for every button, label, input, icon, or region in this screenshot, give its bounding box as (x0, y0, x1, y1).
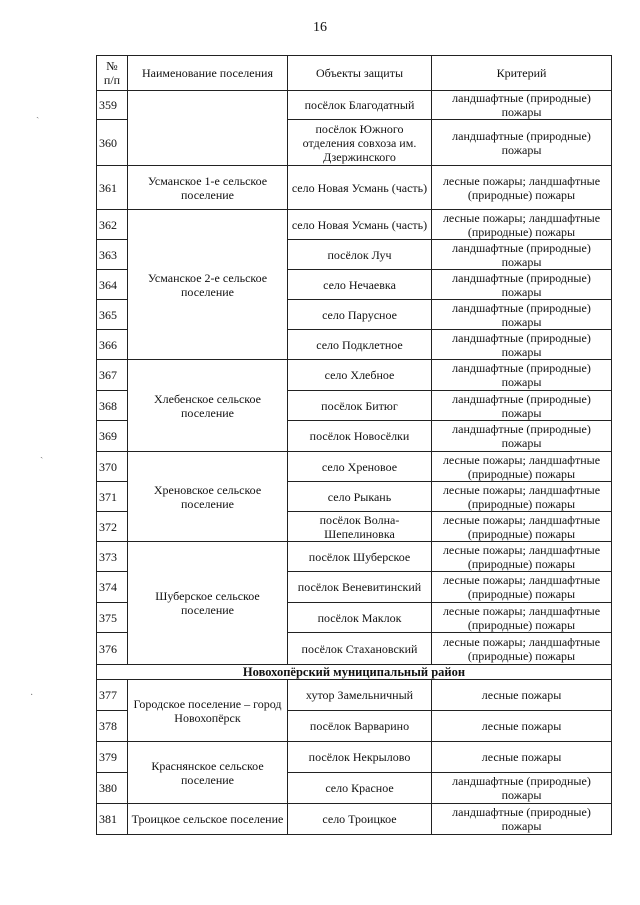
criterion-cell: ландшафтные (природные) пожары (432, 270, 612, 300)
row-number: 377 (97, 680, 128, 711)
criterion-cell: лесные пожары; ландшафтные (природные) пожары (432, 452, 612, 482)
settlement-cell: Краснянское сельское поселение (128, 742, 288, 804)
row-number: 372 (97, 512, 128, 542)
settlement-cell: Хлебенское сельское поселение (128, 360, 288, 452)
header-objects: Объекты защиты (288, 56, 432, 91)
criterion-cell: ландшафтные (природные) пожары (432, 360, 612, 391)
table-row (97, 804, 612, 835)
row-number: 380 (97, 773, 128, 804)
table-header-row (97, 56, 612, 91)
scan-mark: · (30, 690, 34, 701)
row-number: 361 (97, 166, 128, 210)
object-cell: село Новая Усмань (часть) (288, 210, 432, 240)
criterion-cell: лесные пожары; ландшафтные (природные) пожары (432, 482, 612, 512)
row-number: 376 (97, 633, 128, 665)
table-row (97, 680, 612, 711)
object-cell: посёлок Южного отделения совхоза им. Дзержинского (288, 120, 432, 166)
criterion-cell: ландшафтные (природные) пожары (432, 120, 612, 166)
object-cell: посёлок Маклок (288, 603, 432, 633)
criterion-cell: ландшафтные (природные) пожары (432, 391, 612, 421)
row-number: 359 (97, 91, 128, 120)
object-cell: посёлок Благодатный (288, 91, 432, 120)
settlement-cell: Городское поселение – город Новохопёрск (128, 680, 288, 742)
criterion-cell: ландшафтные (природные) пожары (432, 421, 612, 452)
table-row (97, 210, 612, 240)
criterion-cell: ландшафтные (природные) пожары (432, 91, 612, 120)
object-cell: посёлок Волна-Шепелиновка (288, 512, 432, 542)
row-number: 371 (97, 482, 128, 512)
table-row (97, 360, 612, 391)
row-number: 362 (97, 210, 128, 240)
criterion-cell: ландшафтные (природные) пожары (432, 240, 612, 270)
settlement-cell: Шуберское сельское поселение (128, 542, 288, 665)
row-number: 367 (97, 360, 128, 391)
table-row (97, 452, 612, 482)
object-cell: село Троицкое (288, 804, 432, 835)
row-number: 369 (97, 421, 128, 452)
scan-mark: ˏ (36, 108, 40, 119)
criterion-cell: лесные пожары; ландшафтные (природные) пожары (432, 210, 612, 240)
object-cell: посёлок Луч (288, 240, 432, 270)
settlement-cell: Усманское 1-е сельское поселение (128, 166, 288, 210)
row-number: 381 (97, 804, 128, 835)
criterion-cell: лесные пожары (432, 711, 612, 742)
object-cell: село Нечаевка (288, 270, 432, 300)
header-number-line2: п/п (103, 73, 121, 87)
table-row (97, 542, 612, 572)
object-cell: село Хреновое (288, 452, 432, 482)
criterion-cell: ландшафтные (природные) пожары (432, 300, 612, 330)
row-number: 379 (97, 742, 128, 773)
object-cell: село Хлебное (288, 360, 432, 391)
protection-objects-table (96, 55, 612, 835)
object-cell: посёлок Стахановский (288, 633, 432, 665)
row-number: 370 (97, 452, 128, 482)
criterion-cell: лесные пожары; ландшафтные (природные) пожары (432, 542, 612, 572)
row-number: 375 (97, 603, 128, 633)
header-settlement: Наименование поселения (128, 56, 288, 91)
row-number: 373 (97, 542, 128, 572)
criterion-cell: лесные пожары; ландшафтные (природные) пожары (432, 633, 612, 665)
criterion-cell: лесные пожары; ландшафтные (природные) пожары (432, 572, 612, 603)
object-cell: посёлок Варварино (288, 711, 432, 742)
object-cell: посёлок Шуберское (288, 542, 432, 572)
header-criterion: Критерий (432, 56, 612, 91)
object-cell: село Красное (288, 773, 432, 804)
row-number: 364 (97, 270, 128, 300)
object-cell: посёлок Битюг (288, 391, 432, 421)
object-cell: посёлок Веневитинский (288, 572, 432, 603)
row-number: 366 (97, 330, 128, 360)
settlement-cell: Хреновское сельское поселение (128, 452, 288, 542)
scan-mark: ˏ (40, 448, 44, 459)
row-number: 363 (97, 240, 128, 270)
settlement-cell (128, 91, 288, 166)
table-row (97, 91, 612, 120)
object-cell: село Рыкань (288, 482, 432, 512)
row-number: 374 (97, 572, 128, 603)
row-number: 368 (97, 391, 128, 421)
header-number-line1: № (106, 59, 118, 73)
criterion-cell: лесные пожары (432, 680, 612, 711)
object-cell: село Подклетное (288, 330, 432, 360)
object-cell: посёлок Новосёлки (288, 421, 432, 452)
object-cell: хутор Замельничный (288, 680, 432, 711)
object-cell: село Новая Усмань (часть) (288, 166, 432, 210)
criterion-cell: лесные пожары; ландшафтные (природные) пожары (432, 512, 612, 542)
table-row (97, 166, 612, 210)
object-cell: посёлок Некрылово (288, 742, 432, 773)
criterion-cell: ландшафтные (природные) пожары (432, 330, 612, 360)
object-cell: село Парусное (288, 300, 432, 330)
criterion-cell: ландшафтные (природные) пожары (432, 804, 612, 835)
criterion-cell: ландшафтные (природные) пожары (432, 773, 612, 804)
section-title: Новохопёрский муниципальный район (97, 665, 612, 680)
row-number: 360 (97, 120, 128, 166)
section-header-row (97, 665, 612, 680)
table-row (97, 742, 612, 773)
page-number: 16 (313, 20, 327, 35)
criterion-cell: лесные пожары (432, 742, 612, 773)
row-number: 378 (97, 711, 128, 742)
criterion-cell: лесные пожары; ландшафтные (природные) пожары (432, 603, 612, 633)
header-number (97, 56, 128, 91)
settlement-cell: Усманское 2-е сельское поселение (128, 210, 288, 360)
settlement-cell: Троицкое сельское поселение (128, 804, 288, 835)
criterion-cell: лесные пожары; ландшафтные (природные) пожары (432, 166, 612, 210)
row-number: 365 (97, 300, 128, 330)
